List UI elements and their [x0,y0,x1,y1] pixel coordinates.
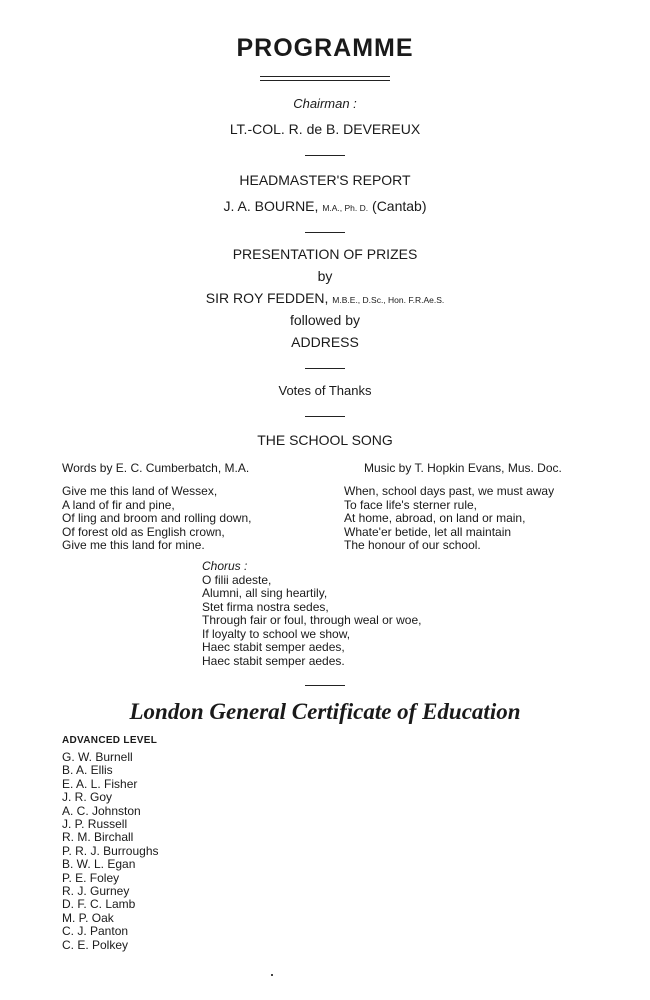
list-item: A. C. Johnston [62,803,141,818]
list-item: M. P. Oak [62,910,114,925]
section-rule [305,155,345,156]
chorus-label: Chorus : [202,559,248,573]
prizes-presenter-line [0,290,650,306]
advanced-level-heading: ADVANCED LEVEL [62,735,158,746]
chorus [202,560,421,668]
verse-line: Give me this land of Wessex, [62,484,218,498]
verse-line: To face life's sterner rule, [344,497,478,512]
list-item: R. M. Birchall [62,830,134,845]
programme-title: PROGRAMME [236,34,414,62]
verse-line: A land of fir and pine, [62,497,175,512]
prizes-title: PRESENTATION OF PRIZES [232,246,418,262]
chairman-name: LT.-COL. R. de B. DEVEREUX [229,121,421,137]
chorus-line: O filii adeste, [202,572,272,587]
chorus-line: If loyalty to school we show, [202,626,351,641]
list-item: J. P. Russell [62,817,128,832]
verse-line: When, school days past, we must away [344,484,555,498]
headmaster-name: J. A. BOURNE, [223,198,319,214]
chairman-label: Chairman : [293,96,357,111]
votes-of-thanks: Votes of Thanks [278,383,372,398]
headmaster-suffix: (Cantab) [372,198,427,214]
address-label: ADDRESS [291,334,359,350]
chorus-line: Haec stabit semper aedes. [202,653,345,668]
headmaster-name-line [0,198,650,214]
chorus-line: Stet firma nostra sedes, [202,599,329,614]
list-item: R. J. Gurney [62,884,130,899]
verse-line: At home, abroad, on land or main, [344,511,526,525]
section-rule [305,685,345,686]
school-song-title: THE SCHOOL SONG [257,432,393,448]
headmaster-report-title: HEADMASTER'S REPORT [239,172,411,188]
list-item: D. F. C. Lamb [62,897,136,912]
list-item: B. W. L. Egan [62,857,136,872]
page-mark [271,974,273,976]
verse-line: Whate'er betide, let all maintain [344,524,512,539]
followed-by: followed by [289,312,361,328]
verse-line: Of ling and broom and rolling down, [62,511,252,525]
verse-two [344,485,554,553]
chorus-line: Haec stabit semper aedes, [202,640,345,654]
double-rule [260,76,390,81]
prizes-by: by [317,268,333,284]
verse-one [62,485,251,553]
list-item: P. E. Foley [62,870,120,885]
verse-line: Of forest old as English crown, [62,524,225,539]
section-rule [305,368,345,369]
list-item: C. J. Panton [62,924,129,939]
prizes-presenter-name: SIR ROY FEDDEN, [205,290,329,306]
verse-line: The honour of our school. [344,538,481,552]
song-words-credit: Words by E. C. Cumberbatch, M.A. [62,461,250,475]
advanced-level-names [62,751,159,952]
prizes-presenter-degrees: M.B.E., D.Sc., Hon. F.R.Ae.S. [332,295,445,305]
list-item: P. R. J. Burroughs [62,843,159,858]
list-item: G. W. Burnell [62,750,133,764]
section-rule [305,416,345,417]
song-music-credit: Music by T. Hopkin Evans, Mus. Doc. [364,461,562,475]
headmaster-degrees: M.A., Ph. D. [322,203,369,213]
verse-line: Give me this land for mine. [62,538,205,552]
chorus-line: Alumni, all sing heartily, [202,586,328,600]
certificate-title: London General Certificate of Education [129,699,521,724]
list-item: B. A. Ellis [62,763,113,778]
section-rule [305,232,345,233]
chorus-line: Through fair or foul, through weal or woe, [202,613,422,627]
list-item: E. A. L. Fisher [62,776,138,791]
list-item: C. E. Polkey [62,937,129,952]
list-item: J. R. Goy [62,790,113,805]
